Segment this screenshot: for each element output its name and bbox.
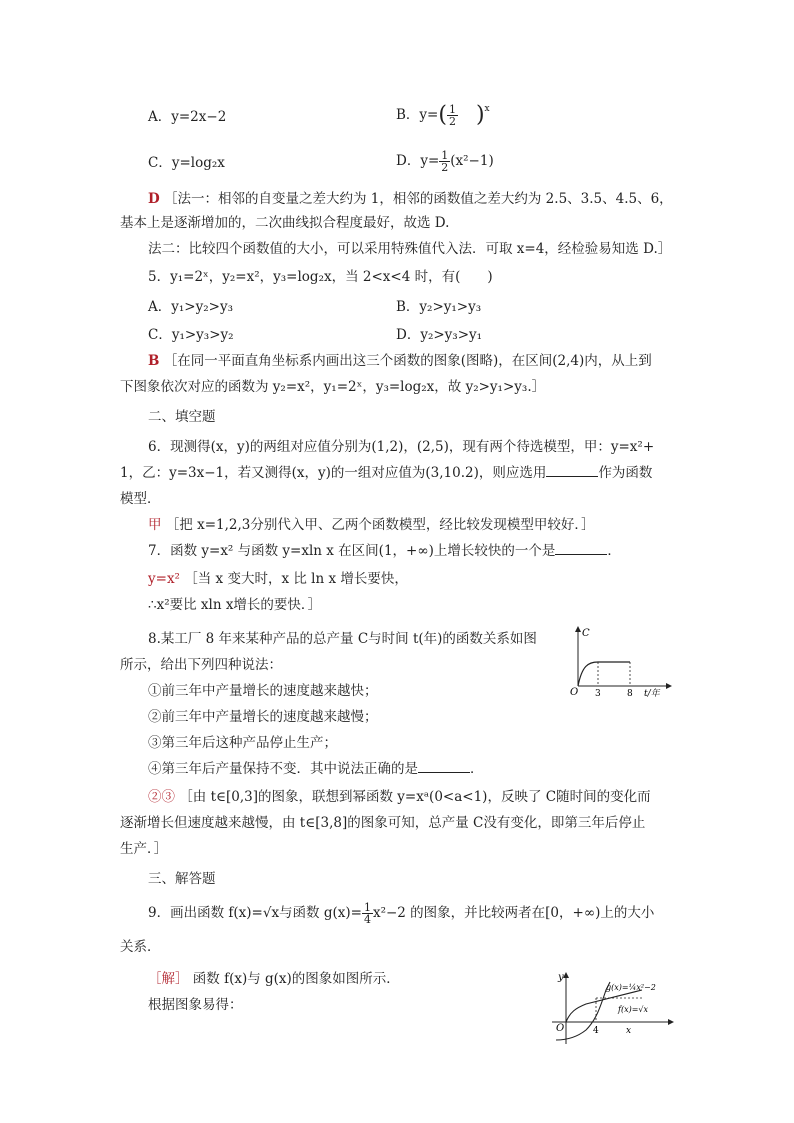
q4-option-d (396, 146, 494, 176)
q5-answer-line1 (148, 352, 652, 370)
q7-stem (148, 542, 621, 560)
q8-statement-4-pre: ④第三年后产量保持不变．其中说法正确的是 (148, 761, 418, 777)
q5-option-c: C．y₁>y₃>y₂ (148, 327, 234, 343)
q9-line1-post: x²−2 的图象，并比较两者在[0，+∞)上的大小 (372, 905, 655, 921)
paren-left: ( (438, 102, 447, 128)
q7-answer-line2: ∴x²要比 xln x增长的要快．］ (148, 597, 322, 613)
section-heading-fill-in: 二、填空题 (148, 409, 216, 425)
q9-x-arrow (668, 1019, 674, 1025)
q4-option-b-denominator: 2 (448, 115, 456, 128)
q4-option-a: A．y=2x−2 (148, 109, 227, 125)
q8-y-label: C (582, 628, 590, 639)
q8-curve (578, 662, 630, 686)
q8-answer-text1: ［由 t∈[0,3]的图象，联想到幂函数 y=xᵃ(0<a<1)，反映了 C随时间的变化而 (179, 789, 651, 805)
q8-tick-3: 3 (595, 689, 601, 698)
q8-origin: O (570, 687, 579, 698)
q8-statement-4-post: ． (470, 761, 484, 777)
section-heading-solve: 三、解答题 (148, 871, 216, 887)
q9-origin: O (556, 1023, 565, 1034)
q8-x-label: t/年 (644, 689, 660, 698)
q8-statement-2: ②前三年中产量增长的速度越来越慢； (148, 709, 378, 725)
q4-answer-line1 (148, 190, 673, 208)
q8-answer-line1 (148, 788, 651, 806)
q5-option-d: D．y₂>y₃>y₁ (396, 327, 483, 343)
q8-answer-blank (418, 760, 470, 773)
q4-answer-line3: 法二：比较四个函数值的大小，可以采用特殊值代入法．可取 x=4，经检验易知选 D.］ (148, 241, 672, 257)
q4-answer-text1: ［法一：相邻的自变量之差大约为 1，相邻的函数值之差大约为 2.5、3.5、4.5、6， (164, 191, 673, 207)
q9-y-arrow (563, 972, 569, 978)
q8-statement-4 (148, 760, 484, 778)
q8-tick-8: 8 (627, 689, 633, 698)
q7-stem-pre: 7．函数 y=x² 与函数 y=xln x 在区间(1，+∞)上增长较快的一个是 (148, 543, 556, 559)
q4-option-b-fraction (447, 104, 458, 127)
q8-graph (562, 622, 674, 698)
q9-fraction-numerator: 1 (363, 901, 371, 914)
q5-option-b: B．y₂>y₁>y₃ (396, 299, 482, 315)
q4-option-b (396, 100, 490, 131)
q4-option-d-prefix: D．y= (396, 153, 440, 169)
q5-answer-line2: 下图象依次对应的函数为 y₂=x²，y₁=2ˣ，y₃=log₂x，故 y₂>y₁>y₃.］ (120, 379, 546, 395)
q4-option-d-fraction (439, 150, 450, 173)
q6-line1: 6．现测得(x，y)的两组对应值分别为(1,2)，(2,5)，现有两个待选模型，甲：y=x²+ (148, 439, 655, 455)
q9-solution-line1 (148, 970, 400, 988)
q9-y-label: y (558, 972, 564, 983)
q4-option-d-numerator: 1 (441, 149, 449, 162)
q9-g-label: g(x)=¼x²−2 (606, 983, 656, 992)
q8-line2: 所示，给出下列四种说法： (120, 657, 282, 673)
q6-answer (148, 516, 595, 534)
q9-solution-line2: 根据图象易得： (148, 997, 243, 1013)
q6-line2-pre: 1，乙：y=3x−1，若又测得(x，y)的一组对应值为(3,10.2)，则应选用 (120, 465, 547, 481)
q6-line3: 模型． (120, 491, 161, 507)
q8-x-arrow (666, 683, 672, 689)
q5-stem: 5．y₁=2ˣ，y₂=x²，y₃=log₂x，当 2<x<4 时，有( ) (148, 269, 493, 285)
q8-line1: 8.某工厂 8 年来某种产品的总产量 C与时间 t(年)的函数关系如图 (148, 631, 537, 647)
q9-line1 (148, 898, 654, 928)
q7-answer-text1: ［当 x 变大时，x 比 ln x 增长要快， (184, 571, 408, 587)
q9-line2: 关系． (120, 939, 161, 955)
q7-answer-blank (555, 542, 607, 555)
q7-answer-word: y=x² (148, 571, 180, 587)
q9-tick-4: 4 (593, 1026, 599, 1036)
q4-option-d-denominator: 2 (441, 161, 449, 174)
q8-statement-1: ①前三年中产量增长的速度越来越快； (148, 683, 378, 699)
q6-answer-text: ［把 x=1,2,3分别代入甲、乙两个函数模型，经比较发现模型甲较好．］ (165, 517, 595, 533)
q8-answer-line2: 逐渐增长但速度越来越慢，由 t∈[3,8]的图象可知，总产量 C没有变化，即第三年后停止 (120, 815, 646, 831)
paren-right: ) (475, 102, 485, 128)
q8-answer-word: ②③ (148, 789, 175, 805)
q8-answer-line3: 生产．］ (120, 841, 168, 857)
q4-option-b-prefix: B．y= (396, 107, 439, 123)
q5-answer-letter: B (148, 353, 160, 369)
q9-jie-label: ［解］ (148, 971, 189, 987)
q4-option-b-exponent: x (484, 104, 490, 114)
q4-option-d-suffix: (x²−1) (450, 153, 494, 169)
q5-option-a: A．y₁>y₂>y₃ (148, 299, 233, 315)
q5-answer-text1: ［在同一平面直角坐标系内画出这三个函数的图象(图略)，在区间(2,4)内，从上到 (163, 353, 652, 369)
q8-statement-3: ③第三年后这种产品停止生产； (148, 735, 337, 751)
q9-line1-pre: 9．画出函数 f(x)=√x与函数 g(x)= (148, 905, 362, 921)
q9-fraction (362, 902, 373, 925)
q4-answer-letter: D (148, 191, 160, 207)
q6-line2-post: 作为函数 (598, 465, 653, 481)
q9-x-label: x (626, 1026, 632, 1036)
q9-f-label: f(x)=√x (618, 1005, 649, 1014)
q6-line2 (120, 464, 652, 482)
q8-y-arrow (575, 626, 581, 632)
q6-answer-word: 甲 (148, 517, 162, 533)
q9-fraction-denominator: 4 (363, 913, 371, 926)
q4-option-b-numerator: 1 (448, 103, 456, 116)
q7-stem-post: ． (607, 543, 621, 559)
q9-solution-text1: 函数 f(x)与 g(x)的图象如图所示． (192, 971, 400, 987)
q9-graph (546, 968, 680, 1046)
q4-answer-line2: 基本上是逐渐增加的，二次曲线拟合程度最好，故选 D. (120, 215, 450, 231)
q4-option-c: C．y=log₂x (148, 155, 225, 171)
q6-answer-blank (546, 464, 598, 477)
q7-answer-line1 (148, 570, 408, 588)
